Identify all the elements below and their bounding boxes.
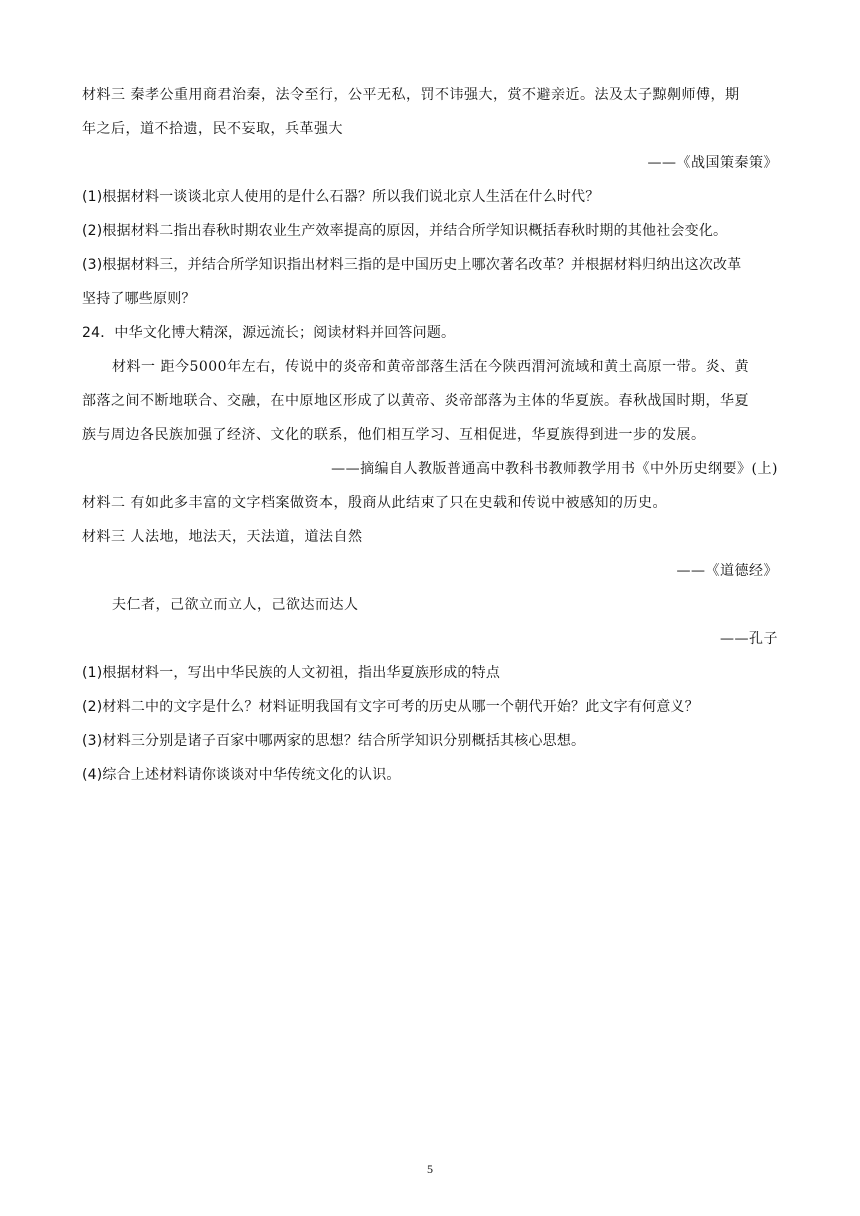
q24-material1-line1: 材料一 距今5000年左右，传说中的炎帝和黄帝部落生活在今陕西渭河流域和黄土高原一带。炎、黄 bbox=[112, 359, 750, 375]
q24-material3-source-2: ——孔子 bbox=[720, 631, 778, 647]
page-number: 5 bbox=[427, 1162, 433, 1176]
q24-material2: 材料二 有如此多丰富的文字档案做资本，殷商从此结束了只在史载和传说中被感知的历史。 bbox=[82, 495, 667, 511]
q24-material1-line3: 族与周边各民族加强了经济、文化的联系，他们相互学习、互相促进，华夏族得到进一步的发展。 bbox=[82, 427, 706, 443]
q24-material3-line2: 夫仁者，己欲立而立人，己欲达而达人 bbox=[112, 597, 359, 613]
q23-subquestion-3-line1: (3)根据材料三，并结合所学知识指出材料三指的是中国历史上哪次著名改革？并根据材料归纳出这次改革 bbox=[82, 257, 742, 273]
q23-material3-source: ——《战国策秦策》 bbox=[647, 155, 778, 171]
q23-subquestion-3-line2: 坚持了哪些原则？ bbox=[82, 291, 196, 307]
q24-subquestion-3: (3)材料三分别是诸子百家中哪两家的思想？结合所学知识分别概括其核心思想。 bbox=[82, 733, 586, 749]
document-page bbox=[82, 78, 778, 792]
q23-subquestion-1: (1)根据材料一谈谈北京人使用的是什么石器？所以我们说北京人生活在什么时代？ bbox=[82, 189, 600, 205]
q23-material3-line2: 年之后，道不拾遗，民不妄取，兵革强大 bbox=[82, 121, 343, 137]
q24-material1-source: ——摘编自人教版普通高中教科书教师教学用书《中外历史纲要》(上) bbox=[331, 461, 778, 477]
q24-material3-source-1: ——《道德经》 bbox=[676, 563, 778, 579]
q24-subquestion-2: (2)材料二中的文字是什么？材料证明我国有文字可考的历史从哪一个朝代开始？此文字有何意义？ bbox=[82, 699, 699, 715]
q23-subquestion-2: (2)根据材料二指出春秋时期农业生产效率提高的原因，并结合所学知识概括春秋时期的其他社会变化。 bbox=[82, 223, 728, 239]
q24-subquestion-1: (1)根据材料一，写出中华民族的人文初祖，指出华夏族形成的特点 bbox=[82, 665, 501, 681]
q24-stem: 24．中华文化博大精深，源远流长；阅读材料并回答问题。 bbox=[82, 325, 456, 341]
q24-material3-line1: 材料三 人法地，地法天，天法道，道法自然 bbox=[82, 529, 363, 545]
q24-material1-line2: 部落之间不断地联合、交融，在中原地区形成了以黄帝、炎帝部落为主体的华夏族。春秋战国时期，华夏 bbox=[82, 393, 749, 409]
q23-material3-line1: 材料三 秦孝公重用商君治秦，法令至行，公平无私，罚不讳强大，赏不避亲近。法及太子黥劓师傅，期 bbox=[82, 87, 740, 103]
q24-subquestion-4: (4)综合上述材料请你谈谈对中华传统文化的认识。 bbox=[82, 767, 401, 783]
